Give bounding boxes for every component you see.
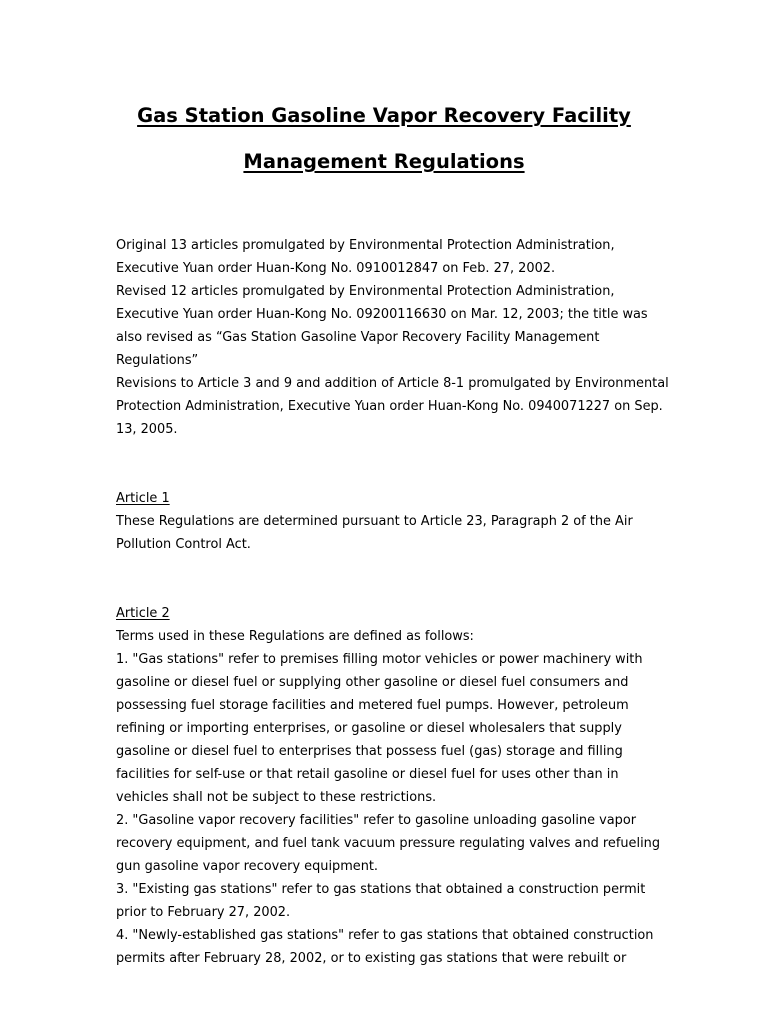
article-1 xyxy=(116,487,676,556)
document-body xyxy=(116,234,676,970)
article-2-line: facilities for self-use or that retail gasoline or diesel fuel for uses other than in xyxy=(116,767,619,782)
history-line: 13, 2005. xyxy=(116,422,178,437)
article-2-line: 1. "Gas stations" refer to premises filling motor vehicles or power machinery with xyxy=(116,652,643,667)
history-line: Regulations” xyxy=(116,353,199,368)
history-line: Revised 12 articles promulgated by Environmental Protection Administration, xyxy=(116,284,615,299)
article-2-line: recovery equipment, and fuel tank vacuum pressure regulating valves and refueling xyxy=(116,836,660,851)
article-2-line: permits after February 28, 2002, or to existing gas stations that were rebuilt or xyxy=(116,951,627,966)
document-title-line-1: Gas Station Gasoline Vapor Recovery Facility xyxy=(137,104,631,127)
history-line: Protection Administration, Executive Yuan order Huan-Kong No. 0940071227 on Sep. xyxy=(116,399,663,414)
article-2-line: 4. "Newly-established gas stations" refer to gas stations that obtained construction xyxy=(116,928,654,943)
article-2-line: vehicles shall not be subject to these restrictions. xyxy=(116,790,437,805)
article-2-heading: Article 2 xyxy=(116,606,170,621)
article-2-line: gasoline or diesel fuel or supplying other gasoline or diesel fuel consumers and xyxy=(116,675,629,690)
article-2-line: 3. "Existing gas stations" refer to gas stations that obtained a construction permit xyxy=(116,882,646,897)
history-line: Executive Yuan order Huan-Kong No. 09200116630 on Mar. 12, 2003; the title was xyxy=(116,307,648,322)
article-1-line: Pollution Control Act. xyxy=(116,537,251,552)
history-line: also revised as “Gas Station Gasoline Vapor Recovery Facility Management xyxy=(116,330,600,345)
section-spacer xyxy=(116,441,676,487)
history-line: Original 13 articles promulgated by Environmental Protection Administration, xyxy=(116,238,615,253)
history-line: Revisions to Article 3 and 9 and addition of Article 8-1 promulgated by Environmental xyxy=(116,376,669,391)
article-1-heading: Article 1 xyxy=(116,491,170,506)
history-line: Executive Yuan order Huan-Kong No. 0910012847 on Feb. 27, 2002. xyxy=(116,261,556,276)
article-2-line: 2. "Gasoline vapor recovery facilities" refer to gasoline unloading gasoline vapor xyxy=(116,813,637,828)
article-2-line: refining or importing enterprises, or gasoline or diesel wholesalers that supply xyxy=(116,721,622,736)
article-2-line: prior to February 27, 2002. xyxy=(116,905,291,920)
document-title-line-2: Management Regulations xyxy=(243,150,525,173)
history-section xyxy=(116,234,676,441)
article-2-line: Terms used in these Regulations are defined as follows: xyxy=(116,629,474,644)
article-2-line: possessing fuel storage facilities and metered fuel pumps. However, petroleum xyxy=(116,698,629,713)
article-2-line: gasoline or diesel fuel to enterprises that possess fuel (gas) storage and filling xyxy=(116,744,623,759)
section-spacer xyxy=(116,556,676,602)
article-2-line: gun gasoline vapor recovery equipment. xyxy=(116,859,379,874)
article-2 xyxy=(116,602,676,970)
article-1-line: These Regulations are determined pursuant to Article 23, Paragraph 2 of the Air xyxy=(116,514,633,529)
